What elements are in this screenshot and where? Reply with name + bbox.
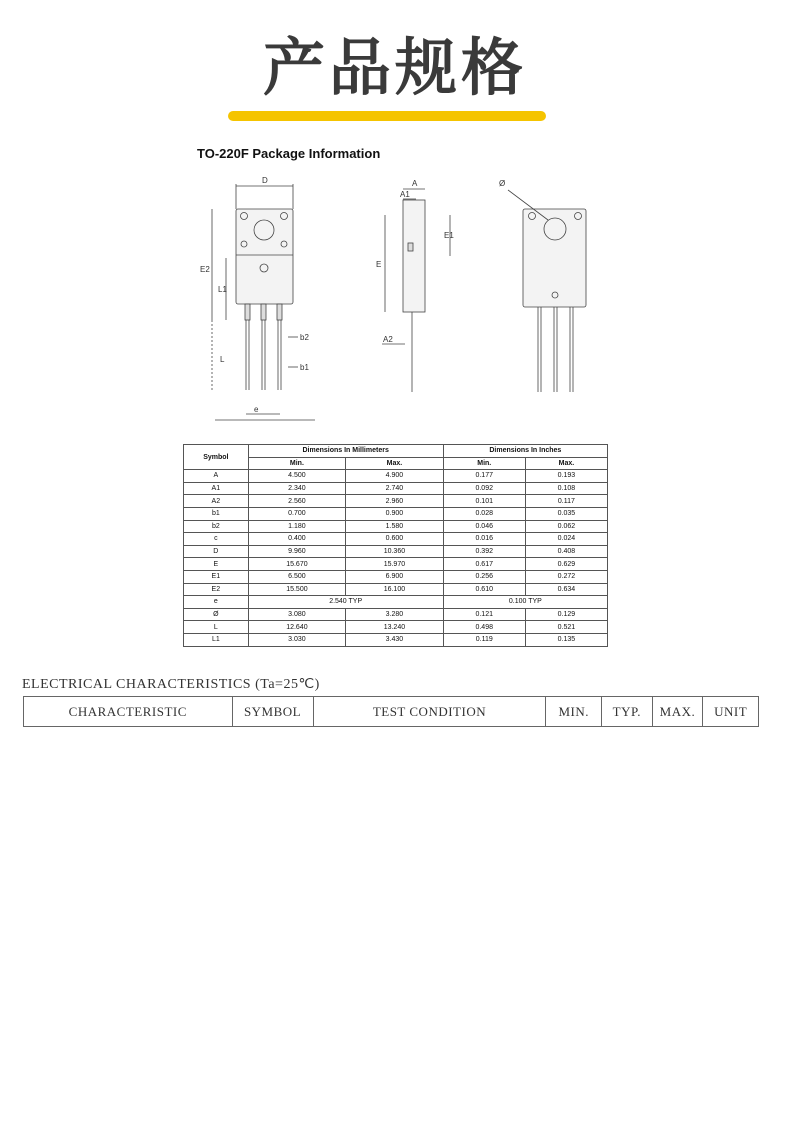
dimension-row — [184, 596, 608, 609]
dim-in-typ: 0.100 TYP — [443, 596, 607, 609]
dim-in-max: 0.129 — [525, 608, 607, 621]
dim-header-inch: Dimensions In Inches — [443, 445, 607, 458]
dim-in-min: 0.046 — [443, 520, 525, 533]
dim-symbol: A — [184, 470, 249, 483]
electrical-table-body — [24, 697, 759, 727]
elec-header-characteristic: CHARACTERISTIC — [24, 697, 233, 727]
elec-header-symbol: SYMBOL — [232, 697, 313, 727]
dim-in-max: 0.062 — [525, 520, 607, 533]
dim-label-A: A — [412, 179, 418, 188]
dim-mm-max: 3.430 — [346, 633, 444, 646]
dim-in-min: 0.610 — [443, 583, 525, 596]
dim-label-D: D — [262, 176, 268, 185]
dim-header-mm: Dimensions In Millimeters — [248, 445, 443, 458]
dimension-row — [184, 533, 608, 546]
dim-in-min: 0.119 — [443, 633, 525, 646]
dim-in-min: 0.256 — [443, 570, 525, 583]
electrical-caption: ELECTRICAL CHARACTERISTICS (Ta=25℃) — [22, 677, 320, 692]
dim-symbol: Ø — [184, 608, 249, 621]
page-title: 产品规格 — [262, 31, 527, 104]
dim-in-max: 0.024 — [525, 533, 607, 546]
dim-in-max: 0.135 — [525, 633, 607, 646]
dimension-table-body — [184, 470, 608, 646]
dimension-table — [183, 444, 608, 647]
dim-in-min: 0.092 — [443, 482, 525, 495]
dim-symbol: e — [184, 596, 249, 609]
dim-mm-max: 13.240 — [346, 621, 444, 634]
elec-header-min: MIN. — [546, 697, 602, 727]
dim-in-min: 0.121 — [443, 608, 525, 621]
dim-in-max: 0.521 — [525, 621, 607, 634]
dimension-row — [184, 507, 608, 520]
dim-symbol: D — [184, 545, 249, 558]
dimension-row — [184, 570, 608, 583]
dimension-row — [184, 633, 608, 646]
package-title: TO-220F Package Information — [197, 146, 381, 161]
dim-in-max: 0.629 — [525, 558, 607, 571]
dim-in-max: 0.193 — [525, 470, 607, 483]
dim-mm-min: 12.640 — [248, 621, 345, 634]
dim-in-max: 0.634 — [525, 583, 607, 596]
dim-label-E: E — [376, 260, 382, 269]
dim-header-symbol: Symbol — [184, 445, 249, 470]
dim-symbol: A1 — [184, 482, 249, 495]
dim-label-L: L — [220, 355, 225, 364]
dim-mm-max: 4.900 — [346, 470, 444, 483]
dim-mm-max: 2.740 — [346, 482, 444, 495]
dim-in-max: 0.108 — [525, 482, 607, 495]
dim-mm-min: 9.960 — [248, 545, 345, 558]
dim-in-min: 0.392 — [443, 545, 525, 558]
dim-mm-min: 15.500 — [248, 583, 345, 596]
dim-mm-min: 0.700 — [248, 507, 345, 520]
dim-label-phi: Ø — [499, 179, 506, 188]
dim-symbol: b2 — [184, 520, 249, 533]
dim-symbol: A2 — [184, 495, 249, 508]
dimension-row — [184, 558, 608, 571]
dimension-row — [184, 545, 608, 558]
dim-mm-max: 15.970 — [346, 558, 444, 571]
dim-in-min: 0.177 — [443, 470, 525, 483]
dimension-row — [184, 520, 608, 533]
elec-header-max: MAX. — [652, 697, 703, 727]
dim-label-b1: b1 — [300, 363, 309, 372]
dimension-row — [184, 621, 608, 634]
dim-mm-min: 6.500 — [248, 570, 345, 583]
dim-header-in-max: Max. — [525, 457, 607, 470]
dim-mm-min: 4.500 — [248, 470, 345, 483]
dim-mm-min: 2.340 — [248, 482, 345, 495]
dim-mm-max: 1.580 — [346, 520, 444, 533]
dim-symbol: E1 — [184, 570, 249, 583]
dimension-row — [184, 495, 608, 508]
dim-label-A2: A2 — [383, 335, 393, 344]
dim-mm-max: 3.280 — [346, 608, 444, 621]
dim-in-min: 0.101 — [443, 495, 525, 508]
dimension-row — [184, 608, 608, 621]
dim-in-max: 0.035 — [525, 507, 607, 520]
dim-symbol: E2 — [184, 583, 249, 596]
dim-symbol: E — [184, 558, 249, 571]
dim-symbol: c — [184, 533, 249, 546]
dim-mm-max: 6.900 — [346, 570, 444, 583]
dim-mm-max: 0.900 — [346, 507, 444, 520]
dim-mm-min: 1.180 — [248, 520, 345, 533]
dim-mm-min: 15.670 — [248, 558, 345, 571]
elec-header-typ: TYP. — [602, 697, 653, 727]
dim-mm-min: 2.560 — [248, 495, 345, 508]
dim-label-b2: b2 — [300, 333, 309, 342]
dim-in-min: 0.498 — [443, 621, 525, 634]
dim-in-max: 0.272 — [525, 570, 607, 583]
dim-symbol: b1 — [184, 507, 249, 520]
dim-label-E1: E1 — [444, 231, 454, 240]
dimension-row — [184, 583, 608, 596]
elec-header-unit: UNIT — [703, 697, 759, 727]
dim-header-in-min: Min. — [443, 457, 525, 470]
dim-symbol: L — [184, 621, 249, 634]
dim-label-A1: A1 — [400, 190, 410, 199]
title-underline — [228, 111, 546, 121]
dimension-row — [184, 482, 608, 495]
dim-mm-min: 3.080 — [248, 608, 345, 621]
dim-label-e: e — [254, 405, 259, 414]
elec-header-condition: TEST CONDITION — [313, 697, 546, 727]
dim-in-max: 0.117 — [525, 495, 607, 508]
dim-symbol: L1 — [184, 633, 249, 646]
dim-header-mm-max: Max. — [346, 457, 444, 470]
dim-mm-min: 0.400 — [248, 533, 345, 546]
dim-header-mm-min: Min. — [248, 457, 345, 470]
dim-mm-max: 2.960 — [346, 495, 444, 508]
dimension-row — [184, 470, 608, 483]
dim-mm-max: 16.100 — [346, 583, 444, 596]
package-drawing — [190, 172, 610, 432]
dim-mm-max: 10.360 — [346, 545, 444, 558]
dim-mm-max: 0.600 — [346, 533, 444, 546]
dim-label-E2: E2 — [200, 265, 210, 274]
dim-mm-min: 3.030 — [248, 633, 345, 646]
dim-in-max: 0.408 — [525, 545, 607, 558]
dim-in-min: 0.617 — [443, 558, 525, 571]
electrical-table — [23, 696, 759, 727]
dim-in-min: 0.016 — [443, 533, 525, 546]
dim-label-L1: L1 — [218, 285, 227, 294]
dim-mm-typ: 2.540 TYP — [248, 596, 443, 609]
dim-in-min: 0.028 — [443, 507, 525, 520]
